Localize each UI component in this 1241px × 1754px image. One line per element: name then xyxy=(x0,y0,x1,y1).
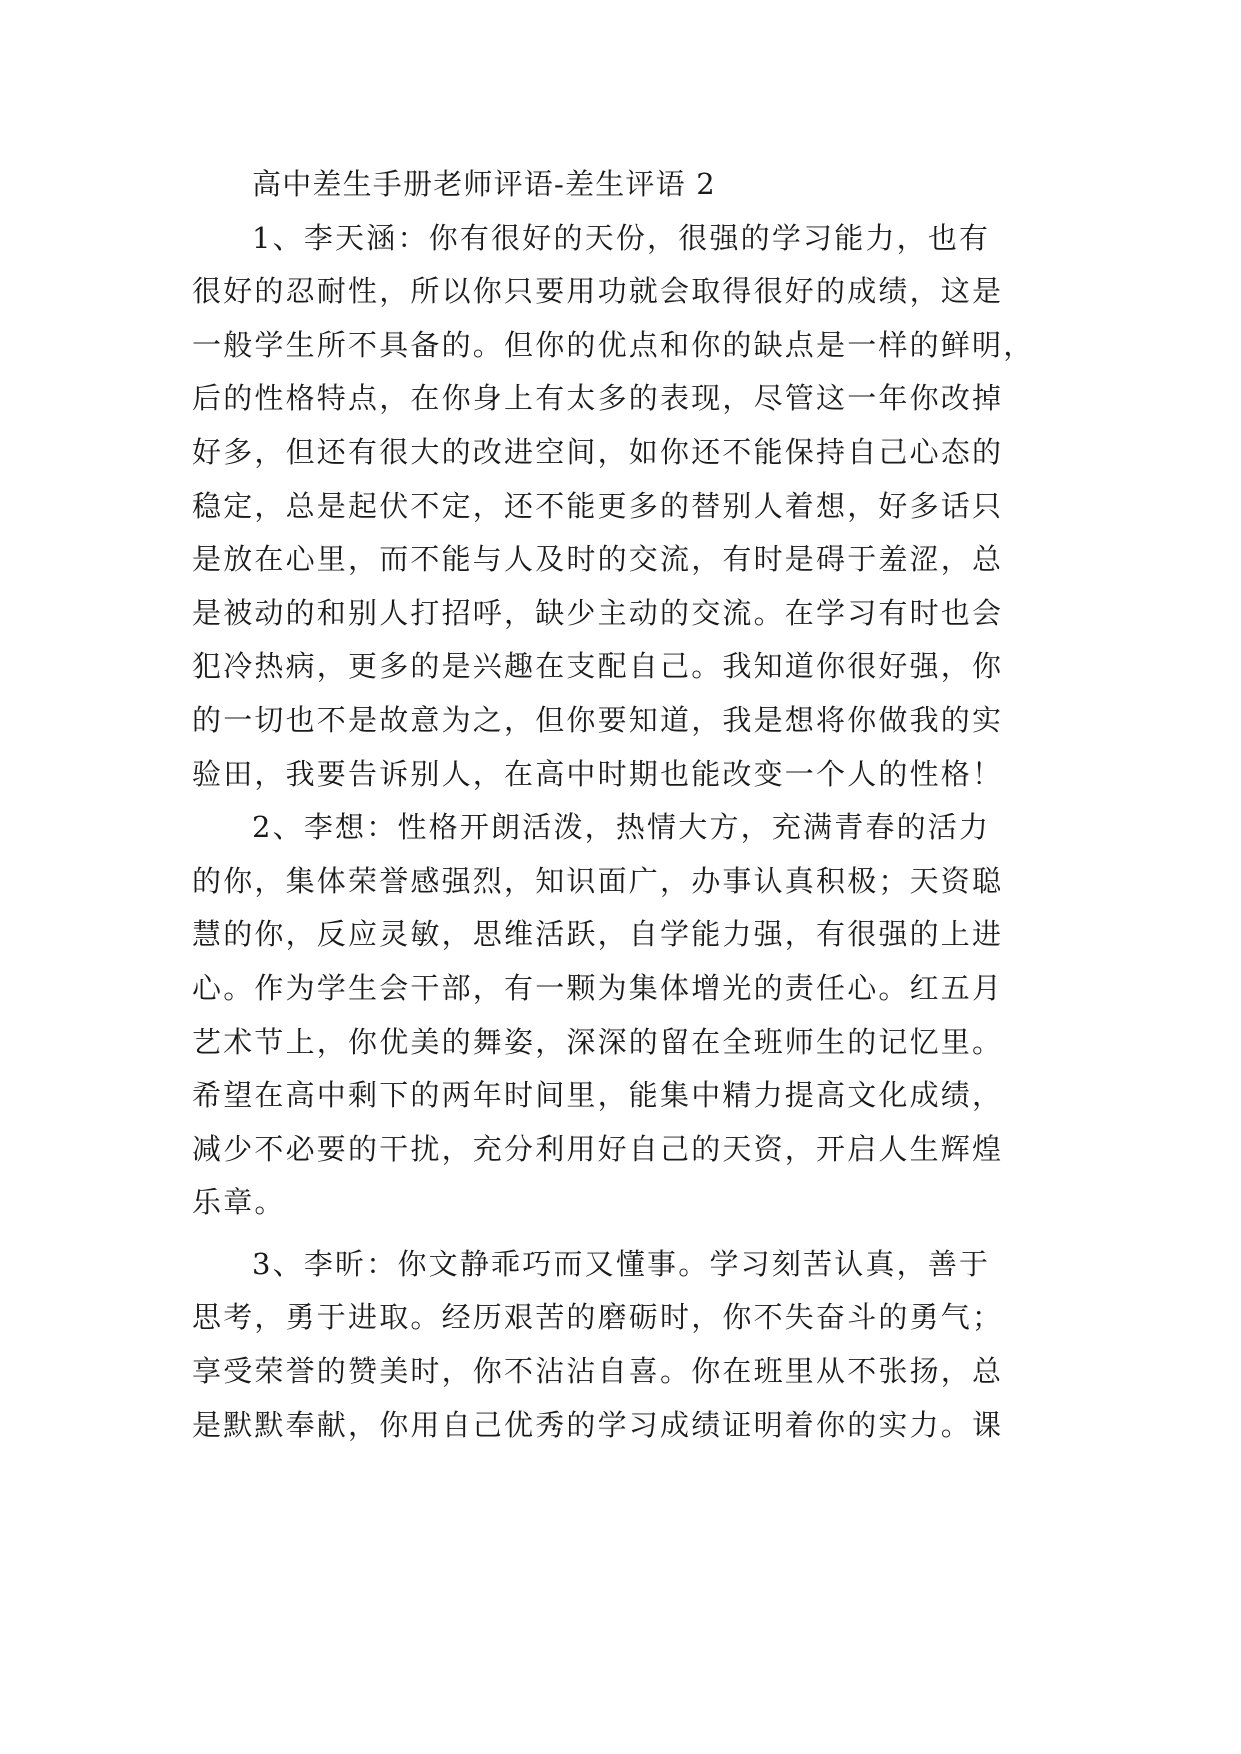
text-line: 乐章。 xyxy=(192,1185,286,1220)
text-line: 思考，勇于进取。经历艰苦的磨砺时，你不失奋斗的勇气； xyxy=(192,1300,1004,1335)
text-line: 心。作为学生会干部，有一颗为集体增光的责任心。红五月 xyxy=(192,970,1004,1005)
text-line: 慧的你，反应灵敏，思维活跃，自学能力强，有很强的上进 xyxy=(192,917,1004,952)
text-line: 的你，集体荣誉感强烈，知识面广，办事认真积极；天资聪 xyxy=(192,863,1004,898)
paragraph-1 xyxy=(192,212,1052,802)
text-line: 2、李想：性格开朗活泼，热情大方，充满青春的活力 xyxy=(252,810,991,845)
text-line: 是被动的和别人打招呼，缺少主动的交流。在学习有时也会 xyxy=(192,595,1004,630)
text-line: 犯冷热病，更多的是兴趣在支配自己。我知道你很好强，你 xyxy=(192,649,1004,684)
paragraph-3 xyxy=(192,1238,1052,1452)
text-line: 3、李昕：你文静乖巧而又懂事。学习刻苦认真，善于 xyxy=(252,1246,991,1281)
text-line: 享受荣誉的赞美时，你不沾沾自喜。你在班里从不张扬，总 xyxy=(192,1354,1004,1389)
document-body xyxy=(192,158,1052,1452)
text-line: 一般学生所不具备的。但你的优点和你的缺点是一样的鲜明， xyxy=(192,327,1035,362)
text-line: 后的性格特点，在你身上有太多的表现，尽管这一年你改掉 xyxy=(192,381,1004,416)
text-line: 的一切也不是故意为之，但你要知道，我是想将你做我的实 xyxy=(192,702,1004,737)
text-line: 好多，但还有很大的改进空间，如你还不能保持自己心态的 xyxy=(192,434,1004,469)
document-title: 高中差生手册老师评语-差生评语 2 xyxy=(252,167,716,201)
text-line: 很好的忍耐性，所以你只要用功就会取得很好的成绩，这是 xyxy=(192,274,1004,309)
text-line: 验田，我要告诉别人，在高中时期也能改变一个人的性格！ xyxy=(192,756,1004,791)
text-line: 1、李天涵：你有很好的天份，很强的学习能力，也有 xyxy=(252,220,991,255)
text-line: 是放在心里，而不能与人及时的交流，有时是碍于羞涩，总 xyxy=(192,542,1004,577)
text-line: 稳定，总是起伏不定，还不能更多的替别人着想，好多话只 xyxy=(192,488,1004,523)
text-line: 是默默奉献，你用自己优秀的学习成绩证明着你的实力。课 xyxy=(192,1407,1004,1442)
text-line: 减少不必要的干扰，充分利用好自己的天资，开启人生辉煌 xyxy=(192,1131,1004,1166)
text-line: 艺术节上，你优美的舞姿，深深的留在全班师生的记忆里。 xyxy=(192,1024,1004,1059)
text-line: 希望在高中剩下的两年时间里，能集中精力提高文化成绩， xyxy=(192,1078,1004,1113)
paragraph-spacer xyxy=(192,1230,1052,1238)
paragraph-2 xyxy=(192,801,1052,1230)
